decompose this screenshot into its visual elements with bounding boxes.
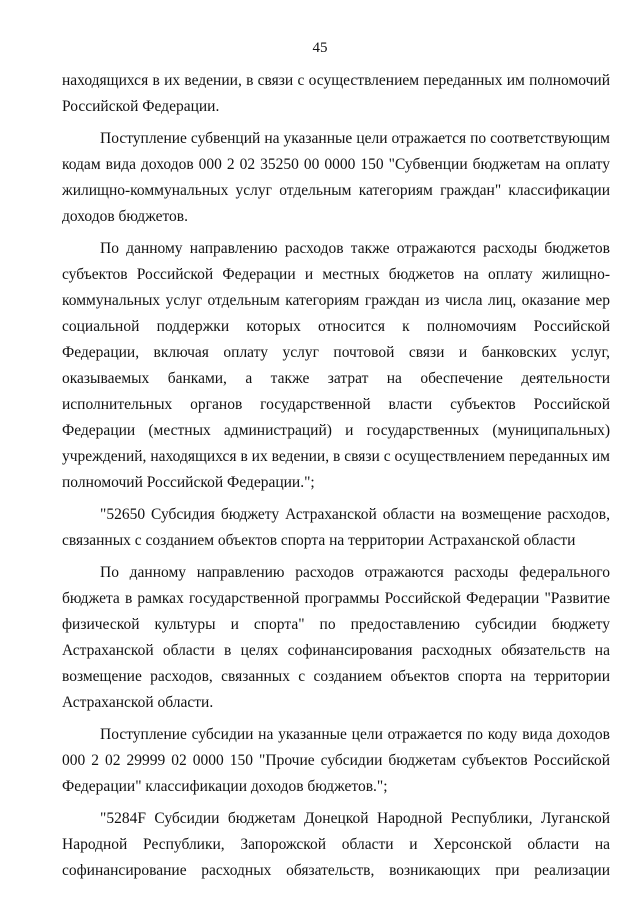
paragraph-code-52650-income: Поступление субсидии на указанные цели отражается по коду вида доходов 000 2 02 29999 02 0000 150 "Прочие субсидии бюджетам субъектов Российской Федерации" классификации доходов бюджетов."; xyxy=(62,726,610,795)
document-body xyxy=(62,68,610,890)
paragraph-continuation: находящихся в их ведении, в связи с осуществлением переданных им полномочий Российской Федерации. xyxy=(62,72,610,115)
paragraph-regional-local-expenses: По данному направлению расходов также отражаются расходы бюджетов субъектов Российской Федерации и местных бюджетов на оплату жилищно-коммунальных услуг отдельным категориям граждан из числа лиц, оказание мер социальной поддержки которых относится к полномочиям Российской Федерации, включая оплату услуг почтовой связи и банковских услуг, оказываемых банками, а также затрат на обеспечение деятельности исполнительных органов государственной власти субъектов Российской Федерации (местных администраций) и государственных (муниципальных) учреждений, находящихся в их ведении, в связи с осуществлением переданных им полномочий Российской Федерации."; xyxy=(62,240,610,491)
paragraph-subvention-income-codes: Поступление субвенций на указанные цели отражается по соответствующим кодам вида доходов 000 2 02 35250 00 0000 150 "Субвенции бюджетам на оплату жилищно-коммунальных услуг отдельным категориям граждан" классификации доходов бюджетов. xyxy=(62,130,610,225)
page-number: 45 xyxy=(312,40,328,56)
paragraph-code-5284f-heading: "5284F Субсидии бюджетам Донецкой Народной Республики, Луганской Народной Республики, Запорожской области и Херсонской области на софинансирование расходных обязательств, возникающих при реализации xyxy=(62,810,610,879)
paragraph-code-52650-heading: "52650 Субсидия бюджету Астраханской области на возмещение расходов, связанных с созданием объектов спорта на территории Астраханской области xyxy=(62,506,610,549)
paragraph-code-52650-expenses: По данному направлению расходов отражаются расходы федерального бюджета в рамках государственной программы Российской Федерации "Развитие физической культуры и спорта" по предоставлению субсидии бюджету Астраханской области в целях софинансирования расходных обязательств на возмещение расходов, связанных с созданием объектов спорта на территории Астраханской области. xyxy=(62,564,610,711)
